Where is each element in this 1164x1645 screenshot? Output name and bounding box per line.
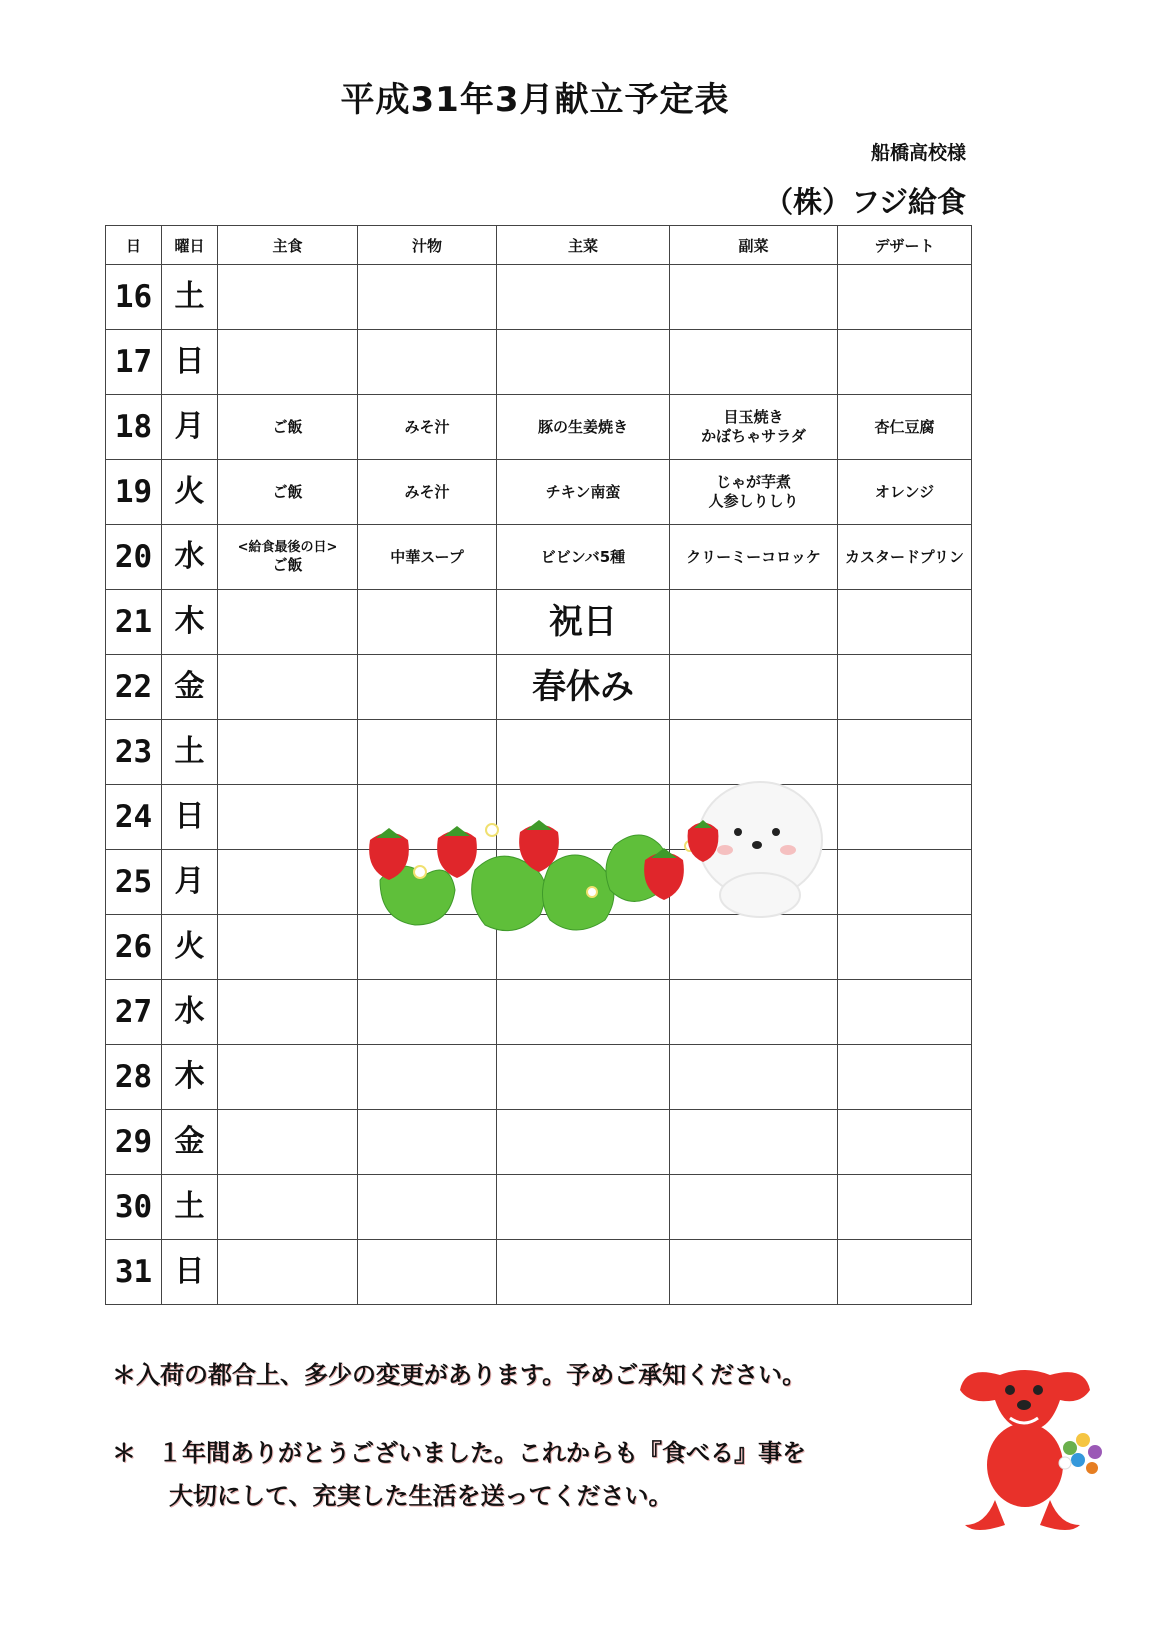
dessert-cell xyxy=(838,655,972,720)
table-row xyxy=(106,980,972,1045)
side-dish-cell xyxy=(670,785,838,850)
dessert-cell xyxy=(838,265,972,330)
company-name: （株）フジ給食 xyxy=(764,185,966,219)
day-cell: 29 xyxy=(106,1110,162,1175)
table-row xyxy=(106,1110,972,1175)
main-dish-cell xyxy=(497,1110,670,1175)
footer-note-2-mark: ＊ xyxy=(112,1439,136,1467)
staple-cell xyxy=(218,785,358,850)
dessert-cell xyxy=(838,590,972,655)
main-dish-cell xyxy=(497,915,670,980)
weekday-cell: 日 xyxy=(162,785,218,850)
page-title: 平成31年3月献立予定表 xyxy=(340,80,730,120)
weekday-cell: 日 xyxy=(162,1240,218,1305)
soup-cell xyxy=(358,785,497,850)
side-dish-cell xyxy=(670,980,838,1045)
footer-note-1-text: 入荷の都合上、多少の変更があります。予めご承知ください。 xyxy=(136,1361,807,1389)
staple-cell xyxy=(218,1240,358,1305)
col-header-staple: 主食 xyxy=(218,226,358,265)
table-row xyxy=(106,785,972,850)
weekday-cell: 土 xyxy=(162,1175,218,1240)
weekday-cell: 水 xyxy=(162,525,218,590)
day-cell: 21 xyxy=(106,590,162,655)
staple-cell xyxy=(218,915,358,980)
side-dish-cell xyxy=(670,460,838,525)
day-cell: 17 xyxy=(106,330,162,395)
menu-item: みそ汁 xyxy=(404,482,450,501)
side-dish-cell xyxy=(670,1110,838,1175)
day-cell: 16 xyxy=(106,265,162,330)
weekday-cell: 月 xyxy=(162,395,218,460)
day-cell: 25 xyxy=(106,850,162,915)
day-cell: 18 xyxy=(106,395,162,460)
staple-cell xyxy=(218,265,358,330)
day-cell: 30 xyxy=(106,1175,162,1240)
menu-item: カスタードプリン xyxy=(845,547,964,566)
col-header-side-dish: 副菜 xyxy=(670,226,838,265)
soup-cell xyxy=(358,915,497,980)
table-row xyxy=(106,460,972,525)
menu-item: ビビンバ5種 xyxy=(540,547,626,566)
col-header-soup: 汁物 xyxy=(358,226,497,265)
table-row xyxy=(106,915,972,980)
soup-cell xyxy=(358,1240,497,1305)
staple-cell xyxy=(218,1045,358,1110)
footer-note-1-mark: ＊ xyxy=(112,1361,136,1389)
staple-cell xyxy=(218,590,358,655)
side-dish-cell xyxy=(670,1045,838,1110)
weekday-cell: 土 xyxy=(162,720,218,785)
menu-item: クリーミーコロッケ xyxy=(686,547,821,566)
menu-item: オレンジ xyxy=(874,482,935,501)
menu-item: 杏仁豆腐 xyxy=(874,417,935,436)
side-dish-cell xyxy=(670,1240,838,1305)
day-cell: 31 xyxy=(106,1240,162,1305)
staple-cell xyxy=(218,655,358,720)
soup-cell xyxy=(358,1045,497,1110)
menu-item: じゃが芋煮 xyxy=(715,473,791,492)
main-dish-cell xyxy=(497,850,670,915)
dessert-cell xyxy=(838,1175,972,1240)
dessert-cell xyxy=(838,785,972,850)
staple-cell xyxy=(218,720,358,785)
table-row xyxy=(106,330,972,395)
main-dish-cell xyxy=(497,330,670,395)
table-row xyxy=(106,720,972,785)
soup-cell xyxy=(358,265,497,330)
staple-cell xyxy=(218,395,358,460)
main-dish-cell xyxy=(497,720,670,785)
main-dish-cell xyxy=(497,785,670,850)
side-dish-cell xyxy=(670,915,838,980)
staple-cell xyxy=(218,330,358,395)
footer-note-1 xyxy=(112,1355,806,1390)
weekday-cell: 月 xyxy=(162,850,218,915)
menu-item: かぼちゃサラダ xyxy=(701,427,806,445)
weekday-cell: 木 xyxy=(162,1045,218,1110)
dessert-cell xyxy=(838,330,972,395)
menu-item: <給食最後の日> xyxy=(237,539,338,555)
table-row xyxy=(106,265,972,330)
soup-cell xyxy=(358,850,497,915)
day-cell: 27 xyxy=(106,980,162,1045)
soup-cell xyxy=(358,980,497,1045)
weekday-cell: 木 xyxy=(162,590,218,655)
staple-cell xyxy=(218,460,358,525)
menu-item: チキン南蛮 xyxy=(545,482,621,501)
col-header-dessert: デザート xyxy=(838,226,972,265)
table-row xyxy=(106,655,972,720)
day-cell: 22 xyxy=(106,655,162,720)
dessert-cell xyxy=(838,1110,972,1175)
staple-cell xyxy=(218,850,358,915)
main-dish-cell xyxy=(497,1175,670,1240)
weekday-cell: 火 xyxy=(162,460,218,525)
menu-item: ご飯 xyxy=(272,482,303,501)
soup-cell xyxy=(358,590,497,655)
weekday-cell: 金 xyxy=(162,655,218,720)
menu-item: 中華スープ xyxy=(390,547,464,566)
col-header-weekday: 曜日 xyxy=(162,226,218,265)
day-cell: 19 xyxy=(106,460,162,525)
side-dish-cell xyxy=(670,720,838,785)
dessert-cell xyxy=(838,850,972,915)
soup-cell xyxy=(358,330,497,395)
menu-item: 豚の生姜焼き xyxy=(537,417,628,436)
dessert-cell xyxy=(838,1045,972,1110)
weekday-cell: 日 xyxy=(162,330,218,395)
main-dish-cell xyxy=(497,980,670,1045)
holiday-note: 春休み xyxy=(497,655,670,720)
side-dish-cell xyxy=(670,330,838,395)
side-dish-cell xyxy=(670,525,838,590)
holiday-note: 祝日 xyxy=(497,590,670,655)
main-dish-cell xyxy=(497,1045,670,1110)
menu-item: みそ汁 xyxy=(404,417,450,436)
side-dish-cell xyxy=(670,590,838,655)
side-dish-cell xyxy=(670,265,838,330)
menu-item: ご飯 xyxy=(272,417,303,436)
day-cell: 20 xyxy=(106,525,162,590)
weekday-cell: 火 xyxy=(162,915,218,980)
menu-table xyxy=(105,225,972,1305)
footer-note-2 xyxy=(112,1433,806,1511)
mascot-icon xyxy=(950,1360,1120,1535)
recipient-label: 船橋高校様 xyxy=(870,142,966,164)
menu-item: ご飯 xyxy=(272,555,303,574)
soup-cell xyxy=(358,720,497,785)
main-dish-cell xyxy=(497,525,670,590)
soup-cell xyxy=(358,1110,497,1175)
staple-cell xyxy=(218,1175,358,1240)
weekday-cell: 土 xyxy=(162,265,218,330)
table-header-row xyxy=(106,226,972,265)
day-cell: 23 xyxy=(106,720,162,785)
menu-item: 人参しりしり xyxy=(708,492,799,510)
footer-note-2-line-1: １年間ありがとうございました。これからも『食べる』事を xyxy=(158,1439,806,1467)
main-dish-cell xyxy=(497,395,670,460)
table-row xyxy=(106,395,972,460)
day-cell: 24 xyxy=(106,785,162,850)
side-dish-cell xyxy=(670,655,838,720)
side-dish-cell xyxy=(670,1175,838,1240)
soup-cell xyxy=(358,1175,497,1240)
weekday-cell: 水 xyxy=(162,980,218,1045)
dessert-cell xyxy=(838,1240,972,1305)
dessert-cell xyxy=(838,525,972,590)
table-row xyxy=(106,1175,972,1240)
soup-cell xyxy=(358,525,497,590)
soup-cell xyxy=(358,460,497,525)
day-cell: 28 xyxy=(106,1045,162,1110)
side-dish-cell xyxy=(670,850,838,915)
main-dish-cell xyxy=(497,460,670,525)
soup-cell xyxy=(358,655,497,720)
dessert-cell xyxy=(838,915,972,980)
dessert-cell xyxy=(838,395,972,460)
col-header-day: 日 xyxy=(106,226,162,265)
main-dish-cell xyxy=(497,265,670,330)
table-row xyxy=(106,1045,972,1110)
dessert-cell xyxy=(838,980,972,1045)
staple-cell xyxy=(218,1110,358,1175)
dessert-cell xyxy=(838,720,972,785)
table-row xyxy=(106,1240,972,1305)
day-cell: 26 xyxy=(106,915,162,980)
menu-item: 目玉焼き xyxy=(723,408,784,427)
table-row xyxy=(106,850,972,915)
weekday-cell: 金 xyxy=(162,1110,218,1175)
staple-cell xyxy=(218,525,358,590)
staple-cell xyxy=(218,980,358,1045)
table-row xyxy=(106,525,972,590)
col-header-main-dish: 主菜 xyxy=(497,226,670,265)
main-dish-cell xyxy=(497,1240,670,1305)
table-row xyxy=(106,590,972,655)
side-dish-cell xyxy=(670,395,838,460)
soup-cell xyxy=(358,395,497,460)
footer-note-2-line-2: 大切にして、充実した生活を送ってください。 xyxy=(169,1482,673,1510)
dessert-cell xyxy=(838,460,972,525)
